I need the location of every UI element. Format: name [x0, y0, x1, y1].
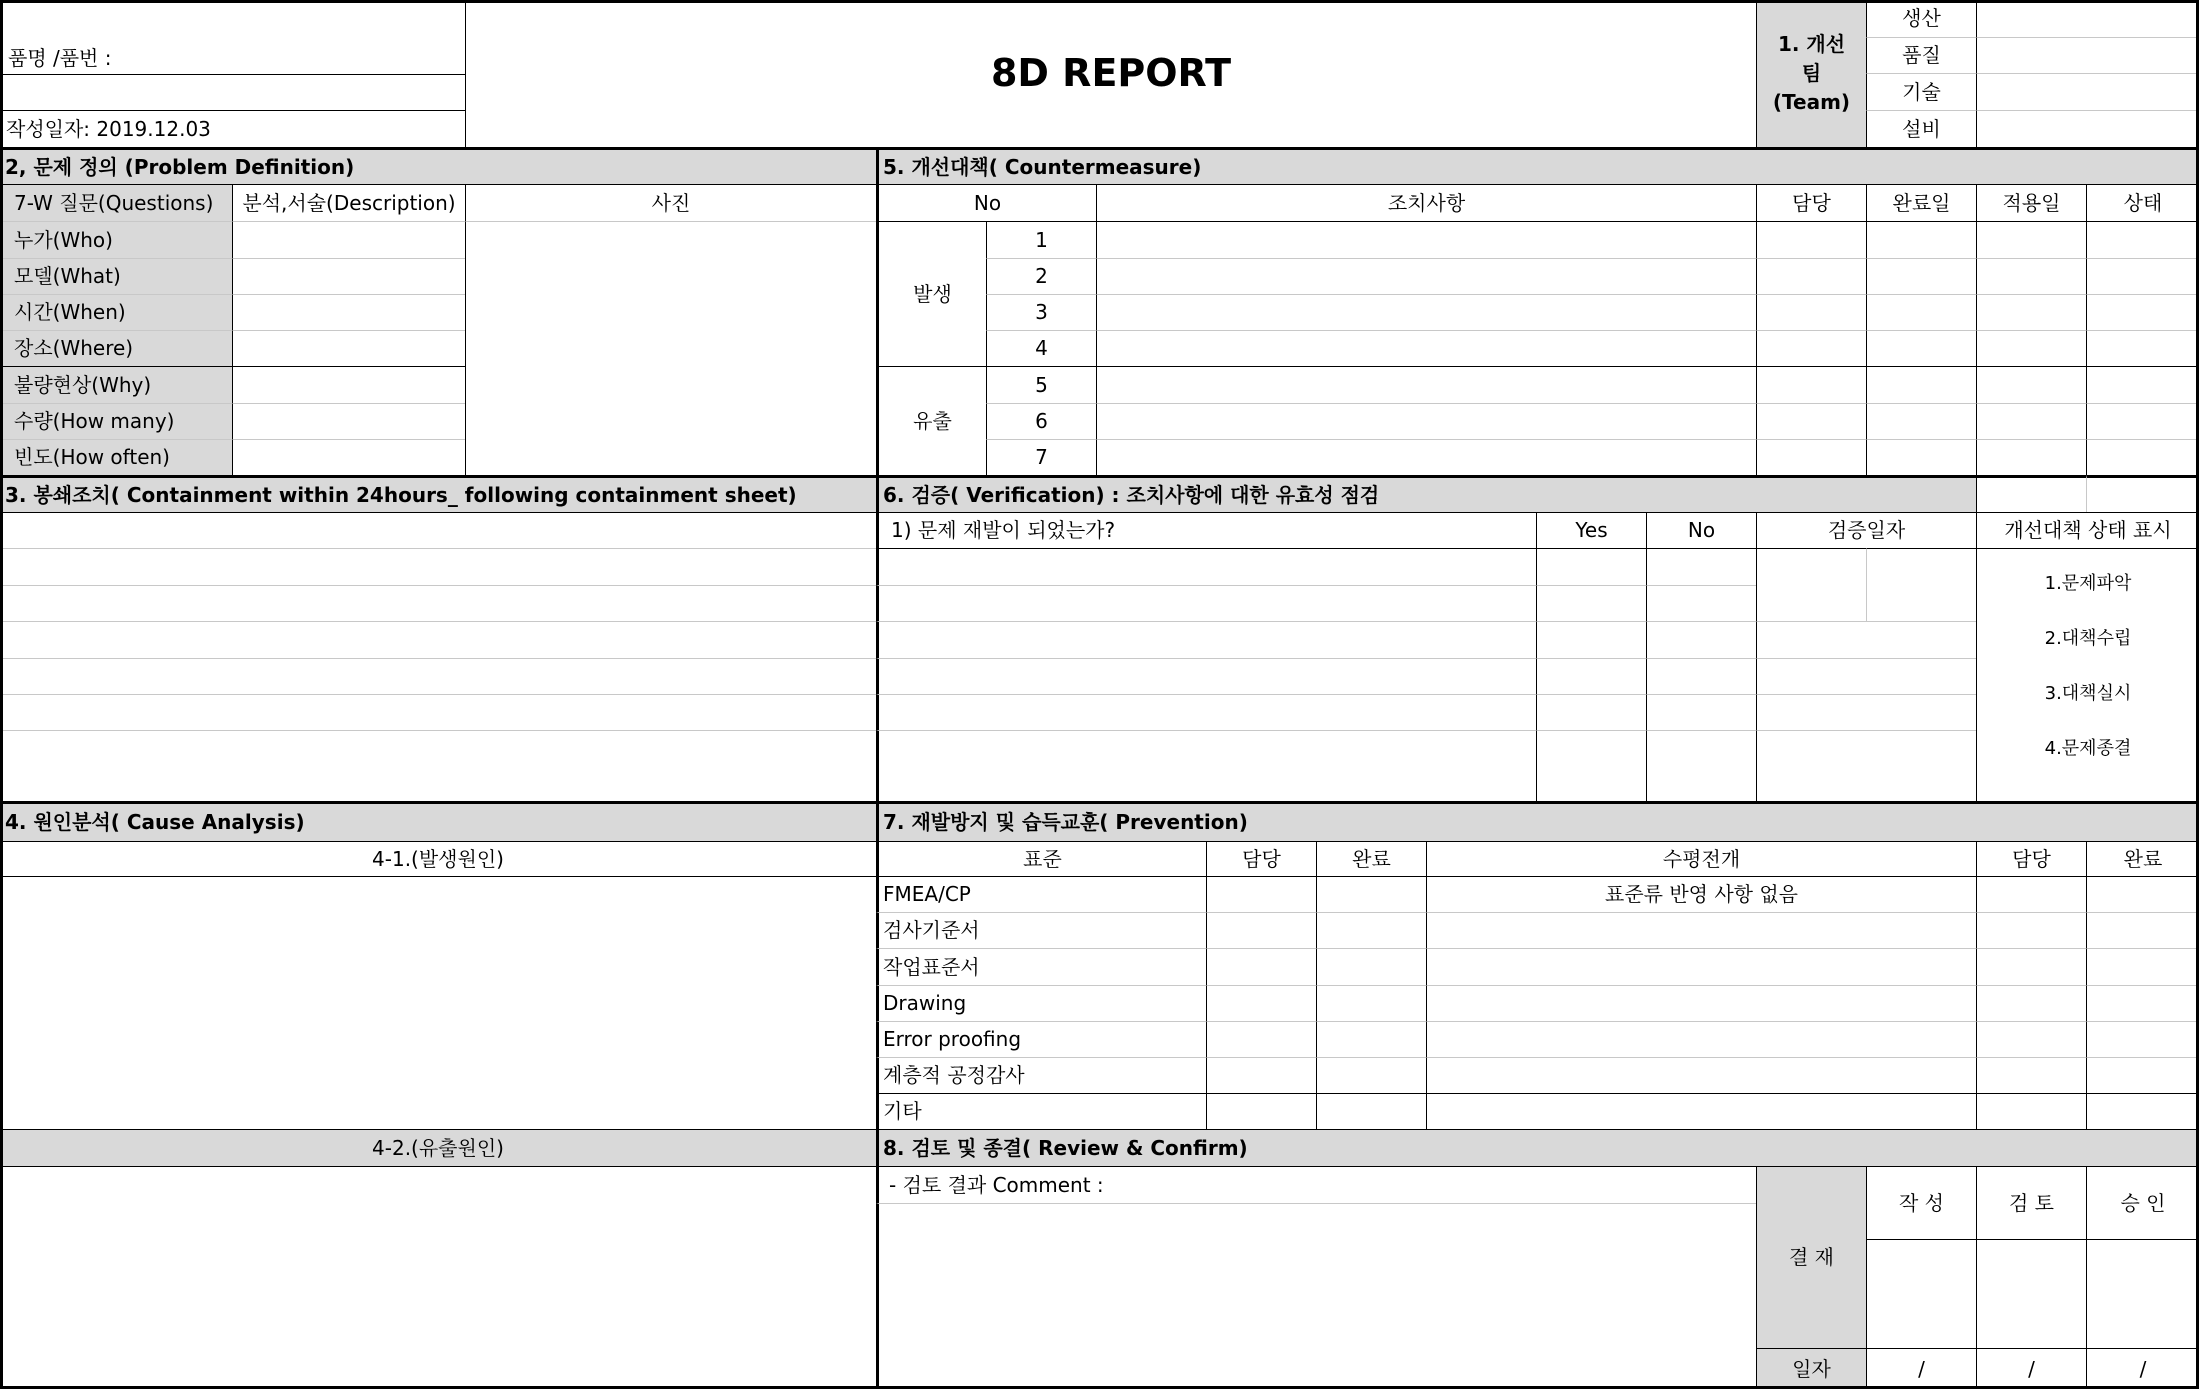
s6-date-1b[interactable]: [1866, 548, 1976, 621]
s7-done-1[interactable]: [1316, 876, 1426, 912]
s7-owner-3[interactable]: [1206, 948, 1316, 985]
team-role-quality: 품질: [1866, 37, 1976, 73]
s6-col-no: No: [1646, 512, 1756, 548]
s4-title: 4. 원인분석( Cause Analysis): [0, 801, 876, 841]
s5-owner-4[interactable]: [1756, 330, 1866, 366]
team-role-equipment: 설비: [1866, 110, 1976, 147]
s5-status-2[interactable]: [2086, 258, 2199, 294]
s8-title: 8. 검토 및 종결( Review & Confirm): [876, 1129, 2199, 1166]
s7-standard-inspection: 검사기준서: [876, 912, 1206, 948]
s2-desc-how-many[interactable]: [232, 403, 465, 439]
s6-status-close: 4.문제종결: [2044, 738, 2132, 760]
s6-yes-2[interactable]: [1536, 585, 1646, 621]
s2-q-why: 불량현상(Why): [0, 366, 232, 403]
s2-q-where: 장소(Where): [0, 330, 232, 366]
s7-owner-6[interactable]: [1206, 1057, 1316, 1093]
s7-col-owner2: 담당: [1976, 841, 2086, 876]
s8-comment-area[interactable]: [876, 1203, 1756, 1389]
s7-spread-3[interactable]: [1426, 948, 1976, 985]
s6-yes-3[interactable]: [1536, 621, 1646, 658]
s7-done2-4[interactable]: [2086, 985, 2199, 1021]
date-label: 작성일자: 2019.12.03: [0, 110, 465, 147]
s7-standard-fmea: FMEA/CP: [876, 876, 1206, 912]
s7-spread-6[interactable]: [1426, 1057, 1976, 1093]
team-label-line-3: (Team): [1772, 90, 1851, 114]
s7-done2-5[interactable]: [2086, 1021, 2199, 1057]
s2-q-how-often: 빈도(How often): [0, 439, 232, 475]
s2-q-how-many: 수량(How many): [0, 403, 232, 439]
s3-row-3[interactable]: [0, 585, 876, 621]
s5-owner-1[interactable]: [1756, 221, 1866, 258]
s8-date-label: 일자: [1756, 1348, 1866, 1389]
s5-row-no-3: 3: [986, 294, 1096, 330]
s2-desc-when[interactable]: [232, 294, 465, 330]
s7-owner2-5[interactable]: [1976, 1021, 2086, 1057]
s7-spread-2[interactable]: [1426, 912, 1976, 948]
s5-col-done: 완료일: [1866, 184, 1976, 221]
s2-desc-what[interactable]: [232, 258, 465, 294]
s5-status-7[interactable]: [2086, 439, 2199, 475]
s4-outflow-area[interactable]: [0, 1166, 876, 1389]
s7-standard-error-proofing: Error proofing: [876, 1021, 1206, 1057]
s3-row-4[interactable]: [0, 621, 876, 658]
s7-done-7[interactable]: [1316, 1093, 1426, 1129]
s5-col-status: 상태: [2086, 184, 2199, 221]
s7-done2-7[interactable]: [2086, 1093, 2199, 1129]
s3-row-6[interactable]: [0, 694, 876, 730]
s7-done2-1[interactable]: [2086, 876, 2199, 912]
s5-owner-2[interactable]: [1756, 258, 1866, 294]
s5-apply-2[interactable]: [1976, 258, 2086, 294]
s7-owner-1[interactable]: [1206, 876, 1316, 912]
s5-done-2[interactable]: [1866, 258, 1976, 294]
s7-owner2-7[interactable]: [1976, 1093, 2086, 1129]
s4-sub-outflow: 4-2.(유출원인): [0, 1129, 876, 1166]
report-title: 8D REPORT: [465, 0, 1756, 147]
s8-approval-label: 결 재: [1756, 1166, 1866, 1348]
s5-apply-6[interactable]: [1976, 403, 2086, 439]
s5-done-6[interactable]: [1866, 403, 1976, 439]
item-field[interactable]: [0, 74, 465, 110]
team-name-equipment[interactable]: [1976, 110, 2199, 147]
s5-row-no-5: 5: [986, 366, 1096, 403]
s5-owner-6[interactable]: [1756, 403, 1866, 439]
s2-col-photo: 사진: [465, 184, 876, 221]
s5-col-no: No: [876, 184, 1096, 221]
s7-col-owner: 담당: [1206, 841, 1316, 876]
s5-apply-5[interactable]: [1976, 366, 2086, 403]
s6-status-plan: 2.대책수립: [2044, 628, 2132, 650]
s7-spread-4[interactable]: [1426, 985, 1976, 1021]
s7-spread-1[interactable]: 표준류 반영 사항 없음: [1426, 876, 1976, 912]
s5-done-7[interactable]: [1866, 439, 1976, 475]
s5-action-1[interactable]: [1096, 221, 1756, 258]
s5-owner-7[interactable]: [1756, 439, 1866, 475]
s5-row-no-2: 2: [986, 258, 1096, 294]
s6-date-6[interactable]: [1756, 730, 1976, 801]
s5-owner-3[interactable]: [1756, 294, 1866, 330]
team-label-line-1: 1. 개선: [1777, 32, 1846, 56]
s8-date-approve[interactable]: /: [2086, 1348, 2199, 1389]
s3-row-1[interactable]: [0, 512, 876, 548]
s6-status-title: 개선대책 상태 표시: [1976, 512, 2199, 548]
s5-status-4[interactable]: [2086, 330, 2199, 366]
s2-photo-area[interactable]: [465, 221, 876, 475]
s8-col-approve: 승 인: [2086, 1166, 2199, 1239]
team-role-tech: 기술: [1866, 73, 1976, 110]
s5-status-5[interactable]: [2086, 366, 2199, 403]
s7-done2-2[interactable]: [2086, 912, 2199, 948]
s5-group-outflow: 유출: [876, 366, 986, 475]
s5-action-3[interactable]: [1096, 294, 1756, 330]
s6-title: 6. 검증( Verification) : 조치사항에 대한 유효성 점검: [876, 475, 1976, 512]
s3-row-5[interactable]: [0, 658, 876, 694]
s5-col-owner: 담당: [1756, 184, 1866, 221]
s5-apply-3[interactable]: [1976, 294, 2086, 330]
s7-owner2-6[interactable]: [1976, 1057, 2086, 1093]
s5-owner-5[interactable]: [1756, 366, 1866, 403]
s6-yes-1[interactable]: [1536, 548, 1646, 585]
s2-col-questions: 7-W 질문(Questions): [0, 184, 232, 221]
team-label: [1756, 0, 1866, 147]
s7-owner-4[interactable]: [1206, 985, 1316, 1021]
s7-done2-6[interactable]: [2086, 1057, 2199, 1093]
team-role-production: 생산: [1866, 0, 1976, 37]
s2-desc-why[interactable]: [232, 366, 465, 403]
s8-date-review[interactable]: /: [1976, 1348, 2086, 1389]
s6-no-4[interactable]: [1646, 658, 1756, 694]
s7-col-spread: 수평전개: [1426, 841, 1976, 876]
s6-desc-5[interactable]: [876, 694, 1536, 730]
team-label-line-2: 팀: [1801, 61, 1822, 85]
s5-row-no-7: 7: [986, 439, 1096, 475]
s5-row-no-6: 6: [986, 403, 1096, 439]
s6-col-yes: Yes: [1536, 512, 1646, 548]
s6-date-5[interactable]: [1756, 694, 1976, 730]
s7-owner-7[interactable]: [1206, 1093, 1316, 1129]
s6-date-1[interactable]: [1756, 548, 1866, 621]
s5-done-4[interactable]: [1866, 330, 1976, 366]
s6-no-1[interactable]: [1646, 548, 1756, 585]
s7-spread-7[interactable]: [1426, 1093, 1976, 1129]
s8-date-author[interactable]: /: [1866, 1348, 1976, 1389]
s5-done-1[interactable]: [1866, 221, 1976, 258]
s5-done-3[interactable]: [1866, 294, 1976, 330]
s8-sign-approve[interactable]: [2086, 1239, 2199, 1348]
s7-done2-3[interactable]: [2086, 948, 2199, 985]
s8-sign-author[interactable]: [1866, 1239, 1976, 1348]
s6-date-4[interactable]: [1756, 658, 1976, 694]
s7-standard-drawing: Drawing: [876, 985, 1206, 1021]
s7-done-3[interactable]: [1316, 948, 1426, 985]
team-name-tech[interactable]: [1976, 73, 2199, 110]
s6-status-implement: 3.대책실시: [2044, 683, 2132, 705]
s6-status-identify: 1.문제파악: [2044, 573, 2132, 595]
s6-desc-4[interactable]: [876, 658, 1536, 694]
s5-col-action: 조치사항: [1096, 184, 1756, 221]
s7-col-done2: 완료: [2086, 841, 2199, 876]
s6-desc-3[interactable]: [876, 621, 1536, 658]
s6-title-spacer-1: [1976, 475, 2086, 512]
s5-row-no-4: 4: [986, 330, 1096, 366]
s4-occurrence-area[interactable]: [0, 876, 876, 1129]
s7-done-4[interactable]: [1316, 985, 1426, 1021]
s3-row-7[interactable]: [0, 730, 876, 801]
s8-comment-label: - 검토 결과 Comment :: [876, 1166, 1756, 1203]
s7-done-5[interactable]: [1316, 1021, 1426, 1057]
s8-col-review: 검 토: [1976, 1166, 2086, 1239]
s2-q-who: 누가(Who): [0, 221, 232, 258]
s7-title: 7. 재발방지 및 습득교훈( Prevention): [876, 801, 2199, 841]
s6-date-3[interactable]: [1756, 621, 1976, 658]
s4-sub-occurrence: 4-1.(발생원인): [0, 841, 876, 876]
s6-no-6[interactable]: [1646, 730, 1756, 801]
s5-apply-1[interactable]: [1976, 221, 2086, 258]
s2-q-what: 모델(What): [0, 258, 232, 294]
s7-owner2-3[interactable]: [1976, 948, 2086, 985]
s5-action-2[interactable]: [1096, 258, 1756, 294]
s6-yes-6[interactable]: [1536, 730, 1646, 801]
s5-done-5[interactable]: [1866, 366, 1976, 403]
item-label: 품명 /품번 :: [8, 46, 112, 70]
s7-standard-process-audit: 계층적 공정감사: [876, 1057, 1206, 1093]
s5-apply-7[interactable]: [1976, 439, 2086, 475]
s6-status-box: [1976, 548, 2199, 801]
s6-no-2[interactable]: [1646, 585, 1756, 621]
s6-no-5[interactable]: [1646, 694, 1756, 730]
s5-action-5[interactable]: [1096, 366, 1756, 403]
s7-owner-2[interactable]: [1206, 912, 1316, 948]
s6-title-spacer-2: [2086, 475, 2199, 512]
s5-apply-4[interactable]: [1976, 330, 2086, 366]
s2-q-when: 시간(When): [0, 294, 232, 330]
s7-spread-5[interactable]: [1426, 1021, 1976, 1057]
s5-status-1[interactable]: [2086, 221, 2199, 258]
team-name-quality[interactable]: [1976, 37, 2199, 73]
s6-no-3[interactable]: [1646, 621, 1756, 658]
s8-col-author: 작 성: [1866, 1166, 1976, 1239]
s2-title: 2, 문제 정의 (Problem Definition): [0, 147, 876, 184]
s6-desc-1[interactable]: [876, 548, 1536, 585]
s7-standard-work: 작업표준서: [876, 948, 1206, 985]
s7-col-standard: 표준: [876, 841, 1206, 876]
s7-owner2-4[interactable]: [1976, 985, 2086, 1021]
s5-row-no-1: 1: [986, 221, 1096, 258]
s6-desc-2[interactable]: [876, 585, 1536, 621]
s7-col-done: 완료: [1316, 841, 1426, 876]
s2-col-description: 분석,서술(Description): [232, 184, 465, 221]
s6-desc-6[interactable]: [876, 730, 1536, 801]
s7-done-2[interactable]: [1316, 912, 1426, 948]
s6-yes-4[interactable]: [1536, 658, 1646, 694]
s5-title: 5. 개선대책( Countermeasure): [876, 147, 2199, 184]
s5-col-apply: 적용일: [1976, 184, 2086, 221]
s5-action-7[interactable]: [1096, 439, 1756, 475]
s6-yes-5[interactable]: [1536, 694, 1646, 730]
s5-action-4[interactable]: [1096, 330, 1756, 366]
s3-row-2[interactable]: [0, 548, 876, 585]
s7-owner2-2[interactable]: [1976, 912, 2086, 948]
s7-owner-5[interactable]: [1206, 1021, 1316, 1057]
s5-status-6[interactable]: [2086, 403, 2199, 439]
s7-owner2-1[interactable]: [1976, 876, 2086, 912]
s2-desc-where[interactable]: [232, 330, 465, 366]
s7-standard-other: 기타: [876, 1093, 1206, 1129]
s7-done-6[interactable]: [1316, 1057, 1426, 1093]
s8-sign-review[interactable]: [1976, 1239, 2086, 1348]
s3-title: 3. 봉쇄조치( Containment within 24hours_ following containment sheet): [0, 475, 876, 512]
s2-desc-how-often[interactable]: [232, 439, 465, 475]
s5-action-6[interactable]: [1096, 403, 1756, 439]
s5-status-3[interactable]: [2086, 294, 2199, 330]
s6-col-verify-date: 검증일자: [1756, 512, 1976, 548]
s6-question: 1) 문제 재발이 되었는가?: [876, 512, 1536, 548]
s5-group-occurrence: 발생: [876, 221, 986, 366]
s2-desc-who[interactable]: [232, 221, 465, 258]
team-name-production[interactable]: [1976, 0, 2199, 37]
